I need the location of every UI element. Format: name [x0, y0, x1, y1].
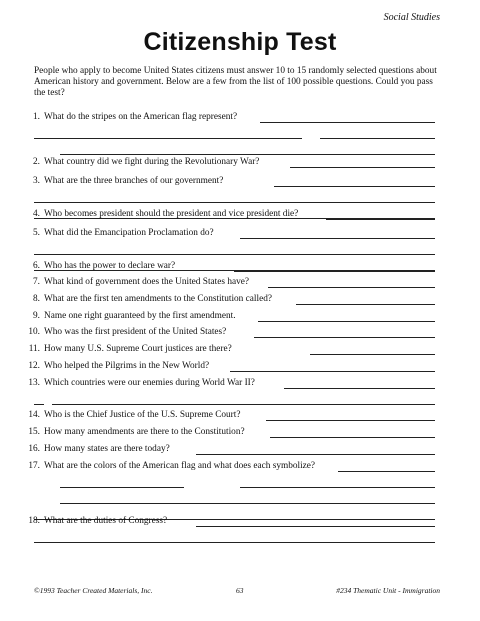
answer-line[interactable] — [320, 138, 435, 139]
question-number: 16. — [28, 444, 40, 454]
answer-line[interactable] — [338, 471, 435, 472]
answer-line[interactable] — [310, 354, 435, 355]
intro-paragraph: People who apply to become United States citizens must answer 10 to 15 randomly selected questions about American history and government. Below are a few from the list of 100 possible questions. Could you pass the test? — [34, 66, 437, 98]
answer-line[interactable] — [290, 167, 435, 168]
question-text: Who becomes president should the president and vice president die? — [44, 209, 299, 219]
answer-line[interactable] — [268, 287, 435, 288]
question-number: 1. — [33, 112, 40, 122]
question-number: 8. — [33, 294, 40, 304]
footer-page-number: 63 — [236, 586, 244, 595]
question-text: What do the stripes on the American flag represent? — [44, 112, 238, 122]
answer-line[interactable] — [258, 321, 435, 322]
answer-line[interactable] — [254, 337, 435, 338]
answer-line[interactable] — [60, 154, 435, 155]
answer-line[interactable] — [52, 404, 435, 405]
answer-line[interactable] — [34, 202, 435, 203]
subject-label: Social Studies — [383, 12, 440, 23]
answer-line[interactable] — [34, 404, 44, 405]
question-number: 13. — [28, 378, 40, 388]
question-text: How many amendments are there to the Constitution? — [44, 427, 245, 437]
question-number: 17. — [28, 461, 40, 471]
question-number: 15. — [28, 427, 40, 437]
question-text: How many states are there today? — [44, 444, 170, 454]
question-number: 14. — [28, 410, 40, 420]
question-number: 9. — [33, 311, 40, 321]
answer-line[interactable] — [326, 219, 435, 220]
question-number: 6. — [33, 261, 40, 271]
answer-line[interactable] — [60, 503, 435, 504]
question-text: Name one right guaranteed by the first amendment. — [44, 311, 236, 321]
answer-line[interactable] — [240, 487, 435, 488]
question-number: 11. — [28, 344, 40, 354]
answer-line[interactable] — [274, 186, 435, 187]
answer-line[interactable] — [96, 542, 435, 543]
footer-book-title: #234 Thematic Unit - Immigration — [336, 586, 440, 595]
answer-line[interactable] — [234, 271, 435, 272]
answer-line[interactable] — [196, 526, 435, 527]
question-number: 10. — [28, 327, 40, 337]
question-number: 7. — [33, 277, 40, 287]
page-title: Citizenship Test — [143, 28, 337, 56]
question-text: What are the colors of the American flag and what does each symbolize? — [44, 461, 316, 471]
question-text: Who helped the Pilgrims in the New World? — [44, 361, 210, 371]
answer-line[interactable] — [240, 238, 435, 239]
answer-line[interactable] — [34, 138, 302, 139]
question-number: 12. — [28, 361, 40, 371]
footer-copyright: ©1993 Teacher Created Materials, Inc. — [34, 586, 153, 595]
question-text: What did the Emancipation Proclamation do? — [44, 228, 214, 238]
answer-line[interactable] — [60, 542, 90, 543]
answer-line[interactable] — [296, 304, 435, 305]
question-text: Who has the power to declare war? — [44, 261, 176, 271]
question-number: 18. — [28, 516, 40, 526]
question-text: What kind of government does the United States have? — [44, 277, 249, 287]
question-number: 2. — [33, 157, 40, 167]
question-number: 4. — [33, 209, 40, 219]
question-number: 5. — [33, 228, 40, 238]
question-text: What are the duties of Congress? — [44, 516, 168, 526]
answer-line[interactable] — [266, 420, 435, 421]
answer-line[interactable] — [270, 437, 435, 438]
question-text: What are the three branches of our government? — [44, 176, 224, 186]
question-text: Who was the first president of the United States? — [44, 327, 227, 337]
question-text: Which countries were our enemies during World War II? — [44, 378, 255, 388]
question-text: Who is the Chief Justice of the U.S. Supreme Court? — [44, 410, 241, 420]
question-text: How many U.S. Supreme Court justices are there? — [44, 344, 232, 354]
answer-line[interactable] — [284, 388, 435, 389]
answer-line[interactable] — [60, 487, 184, 488]
answer-line[interactable] — [196, 454, 435, 455]
question-text: What are the first ten amendments to the Constitution called? — [44, 294, 272, 304]
answer-line[interactable] — [230, 371, 435, 372]
answer-line[interactable] — [34, 254, 435, 255]
answer-line[interactable] — [260, 122, 435, 123]
question-text: What country did we fight during the Revolutionary War? — [44, 157, 260, 167]
question-number: 3. — [33, 176, 40, 186]
